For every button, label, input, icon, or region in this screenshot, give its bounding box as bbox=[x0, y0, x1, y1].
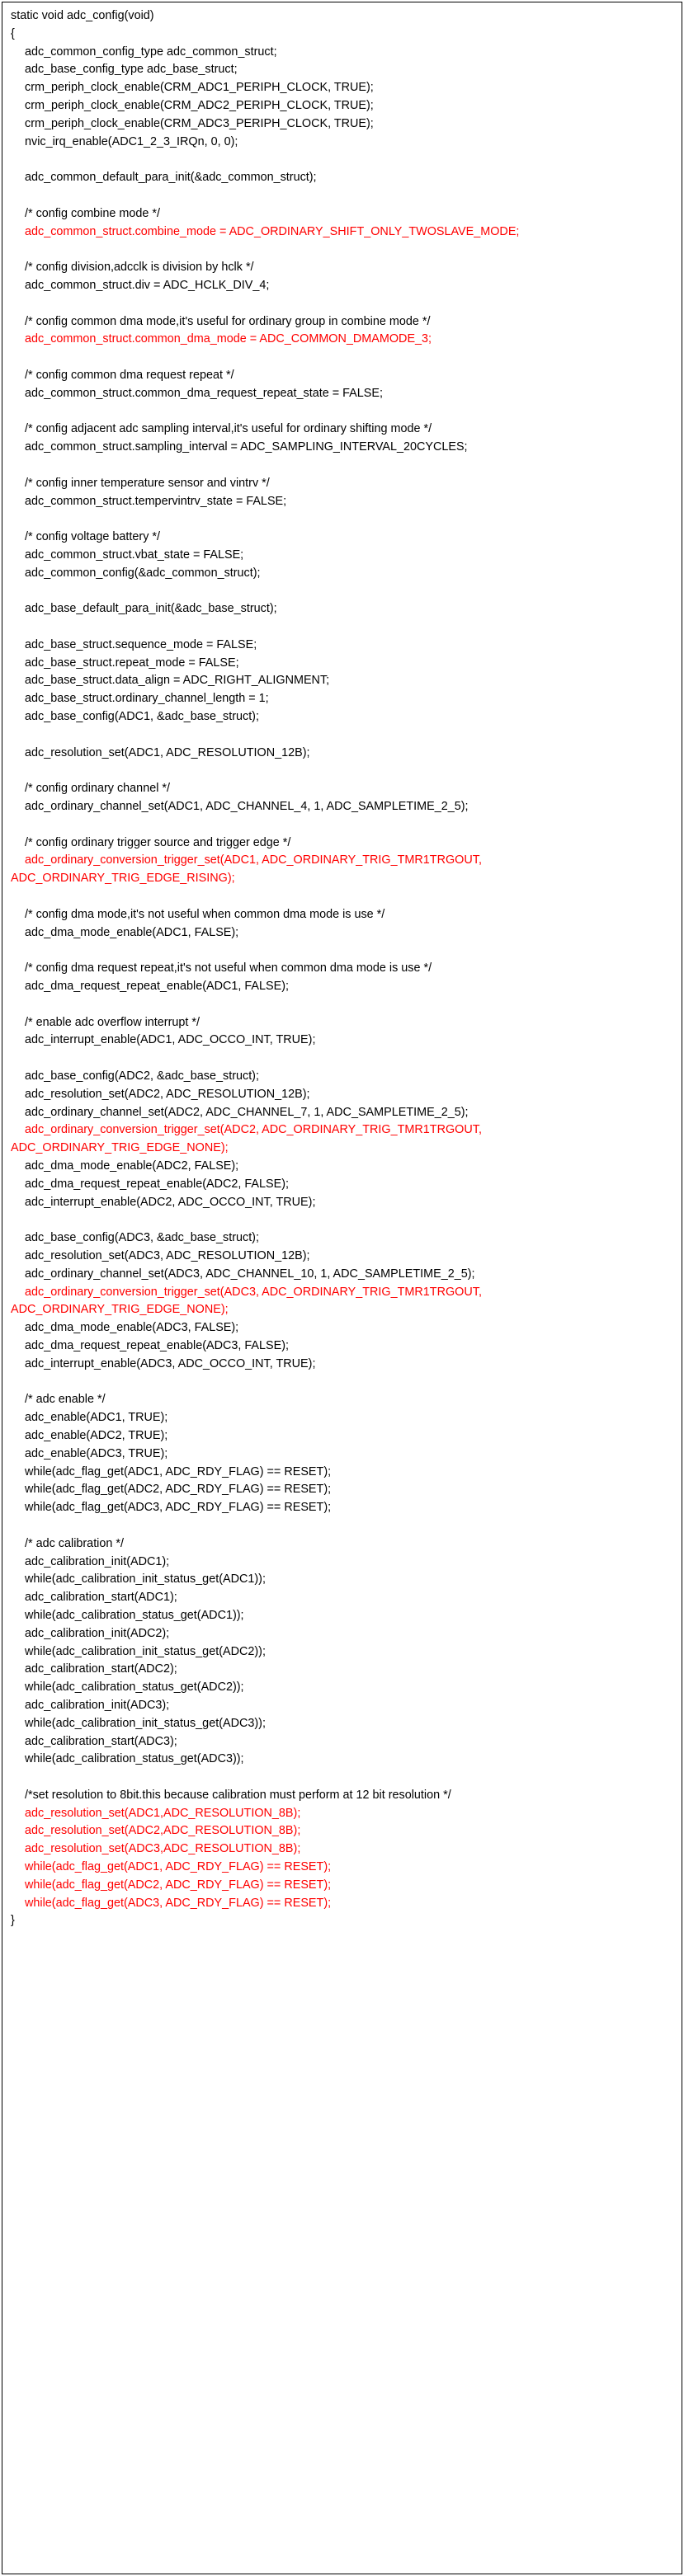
code-line: adc_common_struct.vbat_state = FALSE; bbox=[25, 548, 244, 562]
blank-line bbox=[2, 187, 682, 205]
code-line: adc_ordinary_channel_set(ADC3, ADC_CHANNEL_10, 1, ADC_SAMPLETIME_2_5); bbox=[25, 1267, 475, 1281]
code-line: adc_interrupt_enable(ADC1, ADC_OCCO_INT, TRUE); bbox=[25, 1033, 316, 1047]
code-line: adc_base_struct.repeat_mode = FALSE; bbox=[25, 656, 239, 670]
code-line-highlighted: adc_resolution_set(ADC2,ADC_RESOLUTION_8B); bbox=[25, 1824, 301, 1838]
code-line: /* config ordinary channel */ bbox=[25, 782, 170, 796]
code-line: adc_calibration_start(ADC3); bbox=[25, 1734, 177, 1748]
code-line: /* config division,adcclk is division by hclk */ bbox=[25, 261, 254, 275]
code-line-highlighted: ADC_ORDINARY_TRIG_EDGE_NONE); bbox=[11, 1303, 229, 1317]
blank-line bbox=[2, 996, 682, 1014]
code-line: adc_dma_request_repeat_enable(ADC1, FALSE); bbox=[25, 980, 289, 994]
code-line: while(adc_calibration_status_get(ADC3)); bbox=[25, 1752, 244, 1766]
code-line: /* config inner temperature sensor and vintrv */ bbox=[25, 476, 270, 490]
code-line: adc_enable(ADC1, TRUE); bbox=[25, 1411, 168, 1425]
code-line: adc_calibration_start(ADC1); bbox=[25, 1591, 177, 1605]
code-line: adc_enable(ADC2, TRUE); bbox=[25, 1428, 168, 1442]
code-line: adc_ordinary_channel_set(ADC1, ADC_CHANNEL_4, 1, ADC_SAMPLETIME_2_5); bbox=[25, 800, 469, 814]
blank-line bbox=[2, 583, 682, 601]
code-line-highlighted: adc_resolution_set(ADC3,ADC_RESOLUTION_8B); bbox=[25, 1842, 301, 1856]
code-listing-frame bbox=[2, 2, 682, 2574]
code-line: while(adc_calibration_status_get(ADC2)); bbox=[25, 1681, 244, 1695]
code-line: nvic_irq_enable(ADC1_2_3_IRQn, 0, 0); bbox=[25, 134, 238, 148]
code-line: adc_calibration_init(ADC3); bbox=[25, 1698, 170, 1712]
blank-line bbox=[2, 1050, 682, 1068]
code-line-highlighted: adc_resolution_set(ADC1,ADC_RESOLUTION_8B); bbox=[25, 1806, 301, 1820]
code-line-highlighted: while(adc_flag_get(ADC2, ADC_RDY_FLAG) == RESET); bbox=[25, 1878, 332, 1892]
code-line: adc_calibration_init(ADC1); bbox=[25, 1554, 170, 1568]
code-line: while(adc_calibration_status_get(ADC1)); bbox=[25, 1608, 244, 1622]
code-line-highlighted: while(adc_flag_get(ADC3, ADC_RDY_FLAG) == RESET); bbox=[25, 1896, 332, 1910]
code-line: adc_ordinary_channel_set(ADC2, ADC_CHANNEL_7, 1, ADC_SAMPLETIME_2_5); bbox=[25, 1105, 469, 1119]
blank-line bbox=[2, 295, 682, 313]
code-line: adc_common_struct.sampling_interval = ADC_SAMPLING_INTERVAL_20CYCLES; bbox=[25, 440, 468, 454]
code-line: static void adc_config(void) bbox=[11, 9, 154, 22]
code-line: crm_periph_clock_enable(CRM_ADC3_PERIPH_CLOCK, TRUE); bbox=[25, 116, 374, 130]
code-line: adc_interrupt_enable(ADC2, ADC_OCCO_INT, TRUE); bbox=[25, 1195, 316, 1209]
blank-line bbox=[2, 403, 682, 421]
code-line-highlighted: adc_common_struct.combine_mode = ADC_ORDINARY_SHIFT_ONLY_TWOSLAVE_MODE; bbox=[25, 224, 520, 238]
code-line: /* enable adc overflow interrupt */ bbox=[25, 1015, 200, 1029]
blank-line bbox=[2, 762, 682, 780]
code-line: adc_calibration_start(ADC2); bbox=[25, 1662, 177, 1676]
code-line: adc_dma_request_repeat_enable(ADC2, FALSE); bbox=[25, 1177, 289, 1191]
blank-line bbox=[2, 510, 682, 529]
blank-line bbox=[2, 349, 682, 367]
code-line: adc_base_config(ADC1, &adc_base_struct); bbox=[25, 710, 259, 724]
blank-line bbox=[2, 816, 682, 834]
code-line: while(adc_flag_get(ADC3, ADC_RDY_FLAG) == RESET); bbox=[25, 1501, 332, 1515]
code-line: adc_dma_mode_enable(ADC1, FALSE); bbox=[25, 925, 239, 939]
code-line-highlighted: ADC_ORDINARY_TRIG_EDGE_RISING); bbox=[11, 872, 235, 886]
code-line: adc_base_struct.ordinary_channel_length = 1; bbox=[25, 692, 269, 706]
blank-line bbox=[2, 726, 682, 745]
code-line: adc_resolution_set(ADC1, ADC_RESOLUTION_12B); bbox=[25, 745, 310, 759]
code-line-highlighted: adc_common_struct.common_dma_mode = ADC_COMMON_DMAMODE_3; bbox=[25, 332, 432, 346]
code-line: while(adc_calibration_init_status_get(ADC3)); bbox=[25, 1716, 266, 1730]
code-line: adc_common_config(&adc_common_struct); bbox=[25, 566, 261, 580]
code-line: adc_base_default_para_init(&adc_base_struct); bbox=[25, 602, 277, 616]
code-line: /* adc calibration */ bbox=[25, 1536, 124, 1550]
code-line: adc_base_config(ADC2, &adc_base_struct); bbox=[25, 1069, 259, 1084]
blank-line bbox=[2, 942, 682, 960]
blank-line bbox=[2, 457, 682, 475]
blank-line bbox=[2, 241, 682, 259]
code-line: adc_dma_mode_enable(ADC3, FALSE); bbox=[25, 1321, 239, 1335]
code-line: /* config common dma mode,it's useful for ordinary group in combine mode */ bbox=[25, 314, 431, 328]
code-line: adc_common_struct.div = ADC_HCLK_DIV_4; bbox=[25, 278, 270, 292]
code-line: /* adc enable */ bbox=[25, 1393, 106, 1407]
code-line: adc_calibration_init(ADC2); bbox=[25, 1626, 170, 1640]
code-line: /* config dma mode,it's not useful when common dma mode is use */ bbox=[25, 907, 385, 921]
blank-line bbox=[2, 888, 682, 906]
code-line: crm_periph_clock_enable(CRM_ADC2_PERIPH_CLOCK, TRUE); bbox=[25, 98, 374, 112]
code-line: /* config common dma request repeat */ bbox=[25, 368, 234, 382]
blank-line bbox=[2, 151, 682, 169]
code-line: { bbox=[11, 26, 15, 40]
code-line: while(adc_calibration_init_status_get(ADC2)); bbox=[25, 1644, 266, 1658]
code-line: adc_base_struct.data_align = ADC_RIGHT_ALIGNMENT; bbox=[25, 674, 330, 688]
code-line-highlighted: ADC_ORDINARY_TRIG_EDGE_NONE); bbox=[11, 1141, 229, 1155]
blank-line bbox=[2, 1517, 682, 1535]
code-line: /* config ordinary trigger source and trigger edge */ bbox=[25, 835, 291, 849]
code-line: /* config combine mode */ bbox=[25, 206, 160, 220]
code-line: /* config voltage battery */ bbox=[25, 530, 160, 544]
code-line: /*set resolution to 8bit.this because calibration must perform at 12 bit resolution */ bbox=[25, 1788, 451, 1802]
code-line-highlighted: adc_ordinary_conversion_trigger_set(ADC2, ADC_ORDINARY_TRIG_TMR1TRGOUT, bbox=[25, 1123, 482, 1137]
code-line: adc_common_struct.common_dma_request_repeat_state = FALSE; bbox=[25, 386, 383, 400]
blank-line bbox=[2, 1769, 682, 1787]
code-line: adc_base_config(ADC3, &adc_base_struct); bbox=[25, 1231, 259, 1245]
code-line: while(adc_flag_get(ADC2, ADC_RDY_FLAG) == RESET); bbox=[25, 1483, 332, 1497]
code-line: crm_periph_clock_enable(CRM_ADC1_PERIPH_CLOCK, TRUE); bbox=[25, 81, 374, 95]
code-line: adc_common_config_type adc_common_struct; bbox=[25, 45, 277, 59]
code-line: adc_dma_mode_enable(ADC2, FALSE); bbox=[25, 1159, 239, 1173]
code-line: adc_interrupt_enable(ADC3, ADC_OCCO_INT, TRUE); bbox=[25, 1356, 316, 1370]
code-line-highlighted: adc_ordinary_conversion_trigger_set(ADC3, ADC_ORDINARY_TRIG_TMR1TRGOUT, bbox=[25, 1285, 482, 1299]
code-line-highlighted: while(adc_flag_get(ADC1, ADC_RDY_FLAG) == RESET); bbox=[25, 1860, 332, 1874]
code-line: /* config dma request repeat,it's not useful when common dma mode is use */ bbox=[25, 961, 432, 975]
blank-line bbox=[2, 1374, 682, 1392]
code-line: adc_dma_request_repeat_enable(ADC3, FALSE); bbox=[25, 1338, 289, 1352]
code-line: while(adc_calibration_init_status_get(ADC1)); bbox=[25, 1572, 266, 1586]
blank-line bbox=[2, 618, 682, 637]
code-line: adc_resolution_set(ADC2, ADC_RESOLUTION_12B); bbox=[25, 1087, 310, 1101]
code-line: } bbox=[11, 1914, 15, 1928]
code-line: adc_resolution_set(ADC3, ADC_RESOLUTION_12B); bbox=[25, 1248, 310, 1262]
code-line: adc_enable(ADC3, TRUE); bbox=[25, 1446, 168, 1460]
code-listing bbox=[2, 7, 682, 1930]
code-line-highlighted: adc_ordinary_conversion_trigger_set(ADC1, ADC_ORDINARY_TRIG_TMR1TRGOUT, bbox=[25, 853, 482, 867]
code-line: /* config adjacent adc sampling interval,it's useful for ordinary shifting mode */ bbox=[25, 422, 432, 436]
code-line: adc_common_struct.tempervintrv_state = FALSE; bbox=[25, 494, 287, 508]
code-line: adc_common_default_para_init(&adc_common_struct); bbox=[25, 171, 317, 185]
code-line: adc_base_config_type adc_base_struct; bbox=[25, 63, 238, 77]
blank-line bbox=[2, 1211, 682, 1229]
code-line: while(adc_flag_get(ADC1, ADC_RDY_FLAG) == RESET); bbox=[25, 1464, 332, 1478]
code-line: adc_base_struct.sequence_mode = FALSE; bbox=[25, 637, 257, 651]
